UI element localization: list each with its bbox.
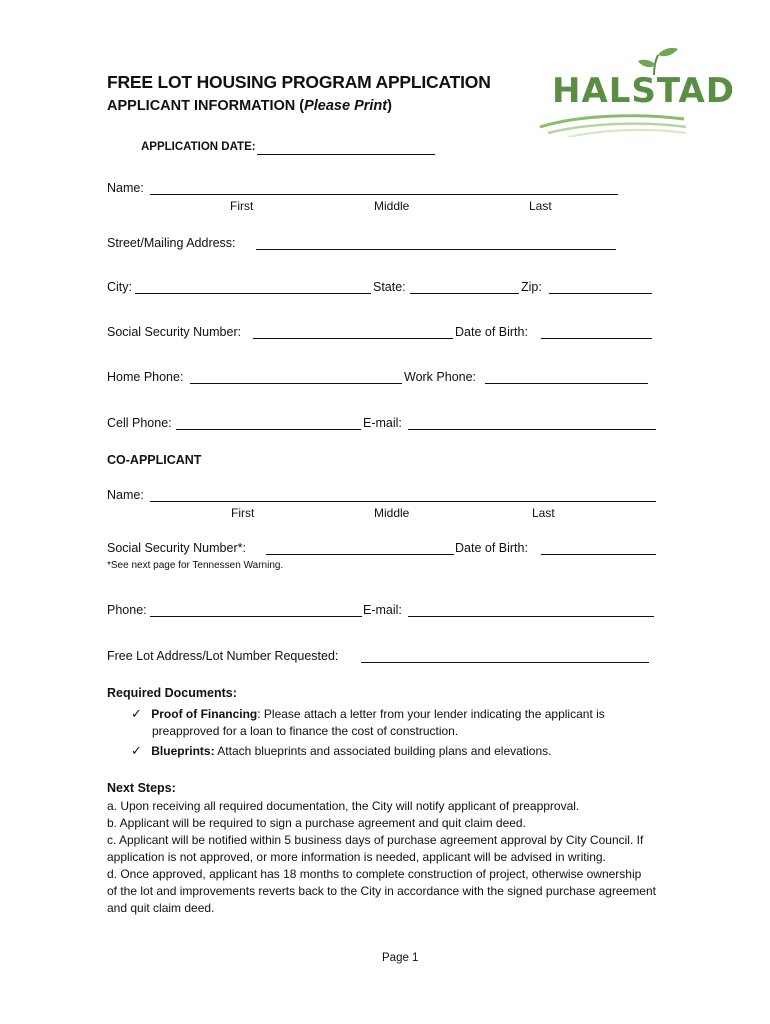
lot-label: Free Lot Address/Lot Number Requested: — [107, 649, 339, 663]
co-applicant-heading: CO-APPLICANT — [107, 453, 202, 467]
zip-label: Zip: — [521, 280, 542, 294]
form-subtitle: APPLICANT INFORMATION (Please Print) — [107, 98, 392, 114]
cell-phone-field[interactable] — [176, 429, 361, 430]
application-date-label: APPLICATION DATE: — [141, 141, 256, 153]
ssn-label: Social Security Number: — [107, 325, 242, 339]
email-field[interactable] — [408, 429, 656, 430]
next-steps-text — [107, 798, 707, 917]
logo-text: HALSTAD — [552, 71, 736, 111]
co-email-field[interactable] — [408, 616, 654, 617]
next-steps-heading: Next Steps: — [107, 781, 176, 795]
state-field[interactable] — [410, 293, 519, 294]
work-phone-field[interactable] — [485, 383, 648, 384]
co-phone-label: Phone: — [107, 603, 147, 617]
city-field[interactable] — [135, 293, 371, 294]
ssn-footnote: *See next page for Tennessen Warning. — [107, 560, 284, 571]
form-title: FREE LOT HOUSING PROGRAM APPLICATION — [107, 72, 491, 92]
required-documents-heading: Required Documents: — [107, 686, 237, 700]
co-first-caption: First — [231, 506, 255, 520]
required-document-item: ✓ Proof of Financing: Please attach a letter from your lender indicating the applicant is — [131, 706, 605, 721]
next-step-line: application is not approved, or more information is needed, applicant will be advised in writing. — [107, 850, 606, 864]
next-step-line: d. Once approved, applicant has 18 months to complete construction of project, otherwise ownership — [107, 867, 642, 881]
next-step-line: and quit claim deed. — [107, 901, 215, 915]
co-dob-label: Date of Birth: — [455, 541, 528, 555]
state-label: State: — [373, 280, 406, 294]
street-address-field[interactable] — [256, 249, 616, 250]
page-number: Page 1 — [382, 952, 419, 964]
next-step-line: c. Applicant will be notified within 5 business days of purchase agreement approval by City Council. If — [107, 833, 644, 847]
middle-caption: Middle — [374, 199, 410, 213]
co-ssn-field[interactable] — [266, 554, 454, 555]
co-last-caption: Last — [532, 506, 555, 520]
required-document-item: ✓ Blueprints: Attach blueprints and associated building plans and elevations. — [131, 743, 552, 758]
checkmark-icon: ✓ — [131, 743, 142, 758]
required-document-item-continued: preapproved for a loan to finance the cost of construction. — [152, 724, 459, 738]
city-label: City: — [107, 280, 132, 294]
first-caption: First — [230, 199, 254, 213]
cell-phone-label: Cell Phone: — [107, 416, 172, 430]
co-dob-field[interactable] — [541, 554, 656, 555]
co-email-label: E-mail: — [363, 603, 402, 617]
email-label: E-mail: — [363, 416, 402, 430]
lot-number-field[interactable] — [361, 662, 649, 663]
co-ssn-label: Social Security Number*: — [107, 541, 246, 555]
name-label: Name: — [107, 181, 144, 195]
ssn-field[interactable] — [253, 338, 453, 339]
co-phone-field[interactable] — [150, 616, 362, 617]
co-applicant-name-field[interactable] — [150, 501, 656, 502]
checkmark-icon: ✓ — [131, 706, 142, 721]
home-phone-field[interactable] — [190, 383, 402, 384]
co-middle-caption: Middle — [374, 506, 410, 520]
zip-field[interactable] — [549, 293, 652, 294]
dob-field[interactable] — [541, 338, 652, 339]
next-step-line: a. Upon receiving all required documentation, the City will notify applicant of preapproval. — [107, 799, 580, 813]
application-date-field[interactable] — [257, 154, 435, 155]
street-label: Street/Mailing Address: — [107, 236, 236, 250]
halstad-logo — [528, 45, 736, 137]
next-step-line: of the lot and improvements reverts back to the City in accordance with the signed purchase agreement — [107, 884, 656, 898]
last-caption: Last — [529, 199, 552, 213]
home-phone-label: Home Phone: — [107, 370, 184, 384]
applicant-name-field[interactable] — [150, 194, 618, 195]
next-step-line: b. Applicant will be required to sign a purchase agreement and quit claim deed. — [107, 816, 526, 830]
work-phone-label: Work Phone: — [404, 370, 477, 384]
dob-label: Date of Birth: — [455, 325, 528, 339]
co-name-label: Name: — [107, 488, 144, 502]
